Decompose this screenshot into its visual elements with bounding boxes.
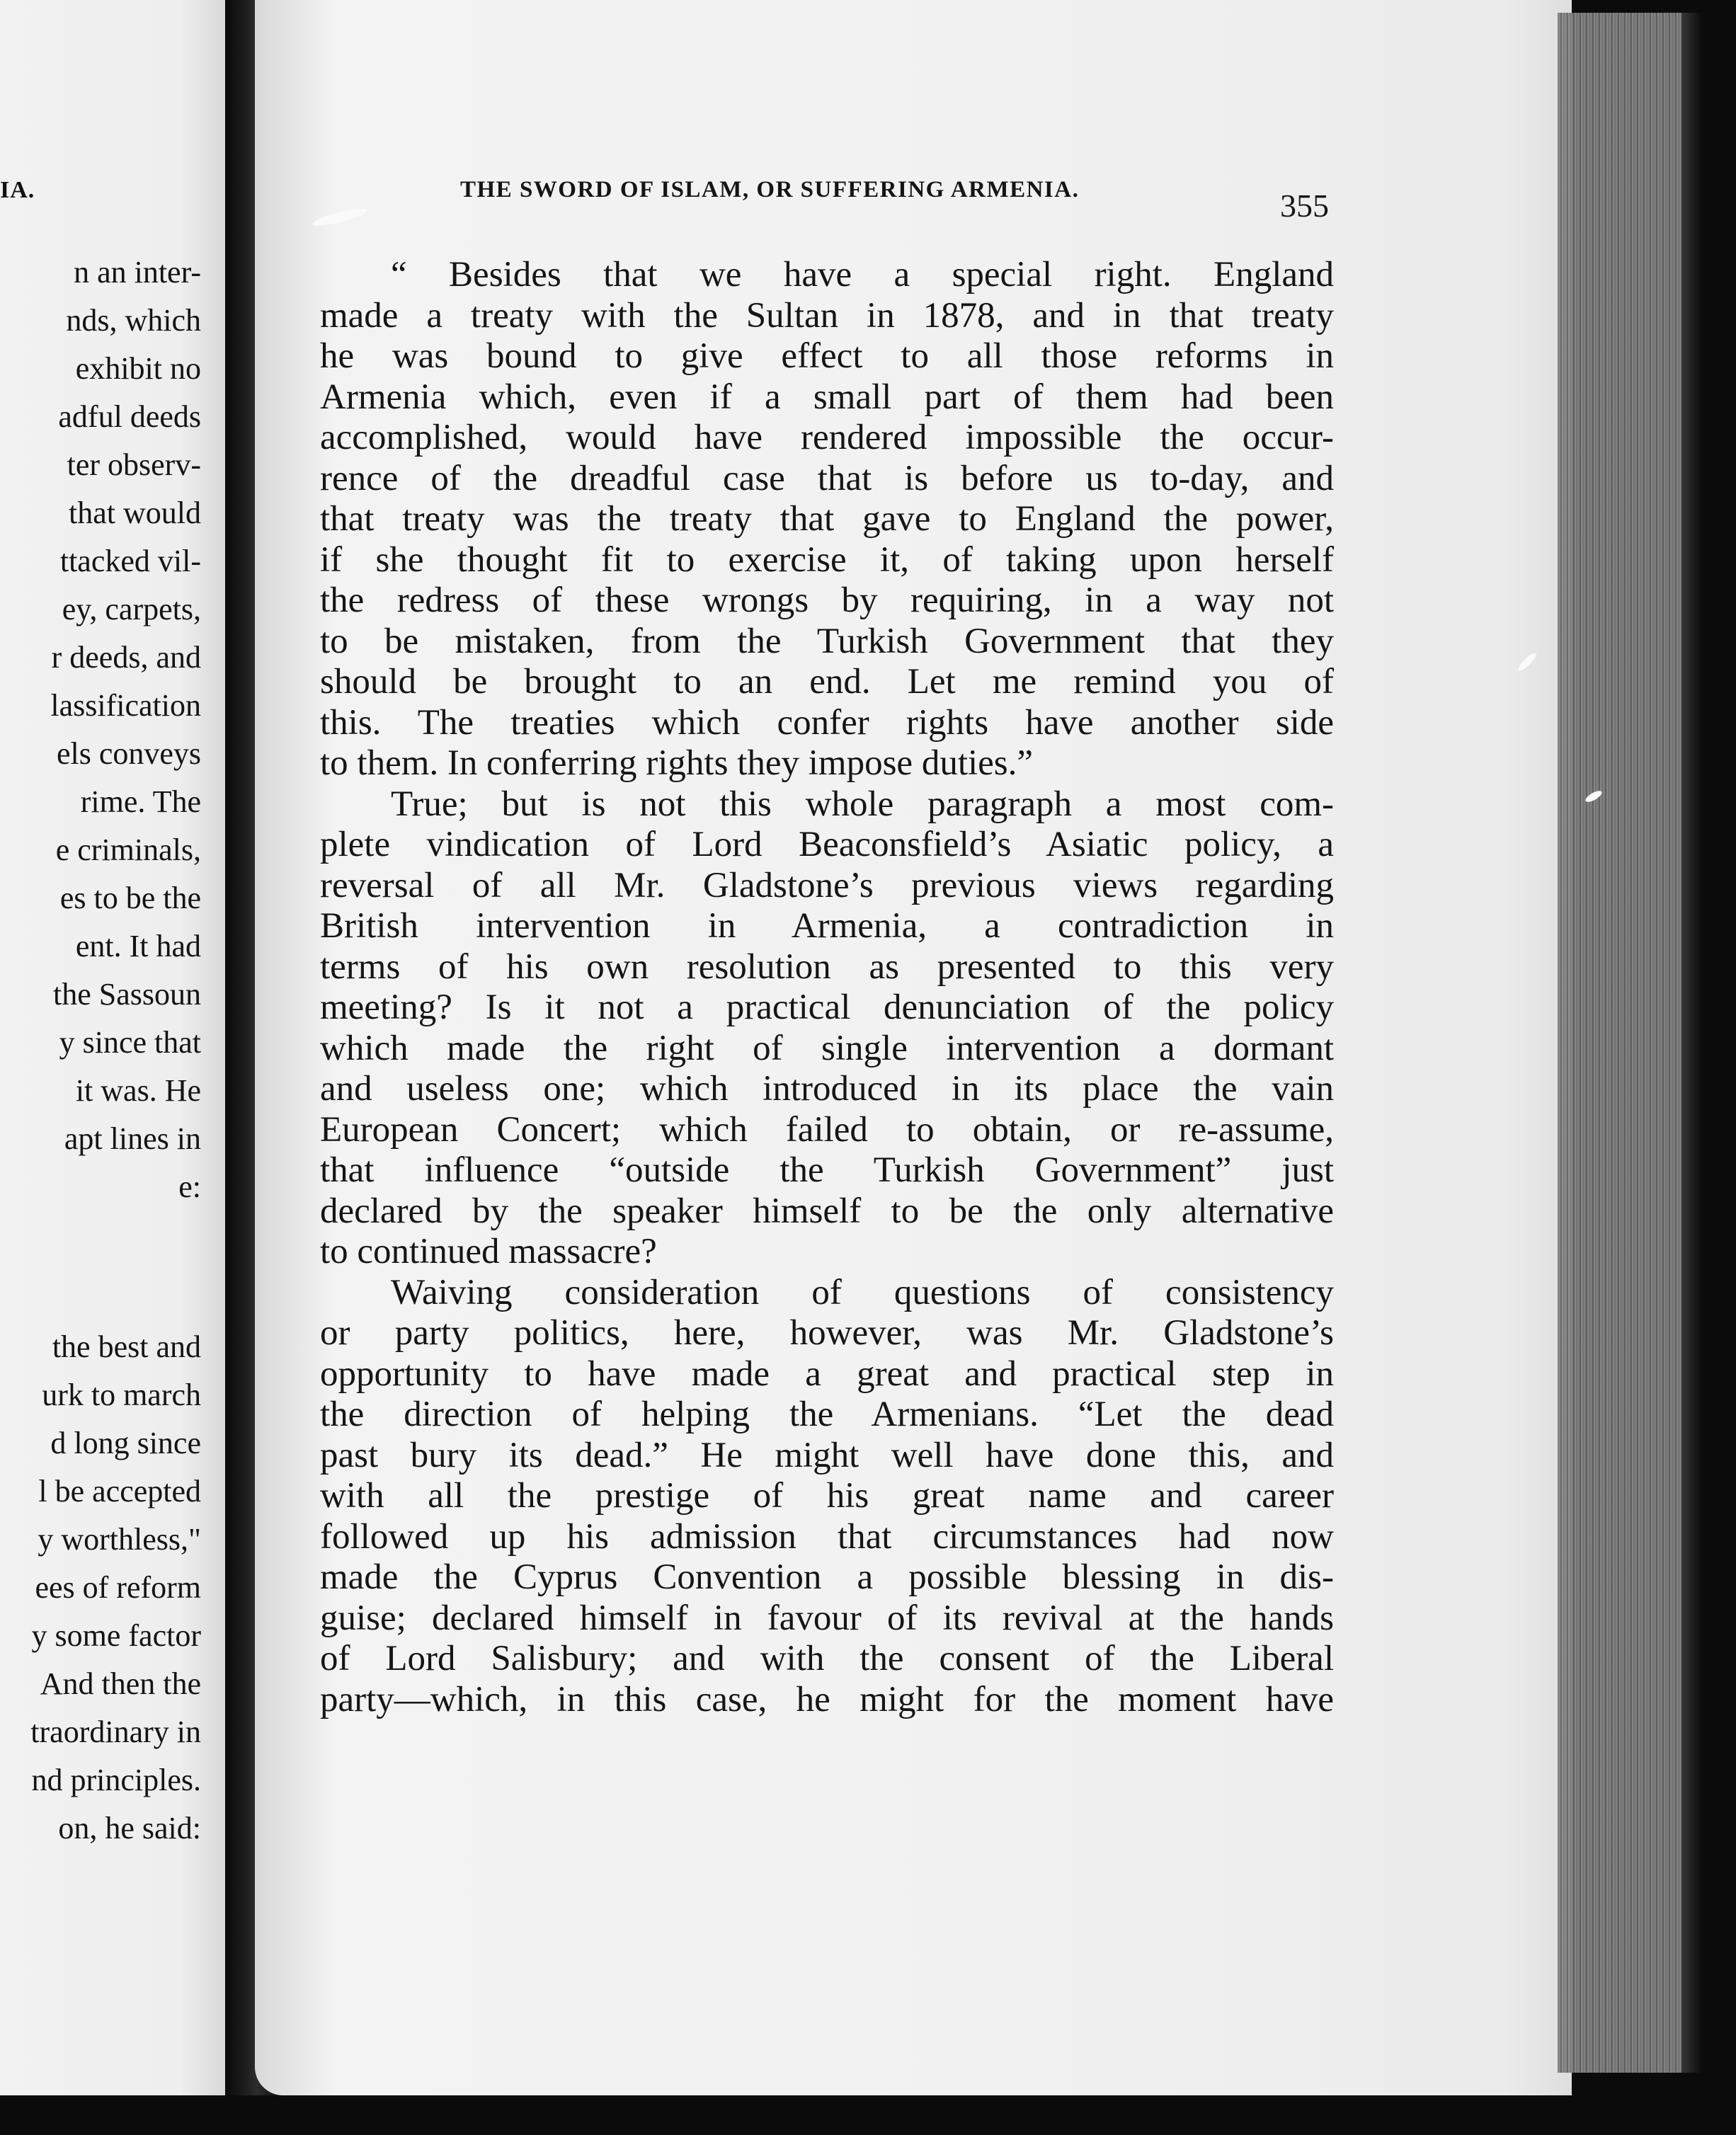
- left-page-line: lassification: [50, 688, 201, 723]
- text-line: past bury its dead.” He might well have done this, and: [320, 1435, 1334, 1475]
- left-page-line: ent. It had: [75, 929, 201, 963]
- left-page-line: apt lines in: [64, 1121, 201, 1156]
- text-line: if she thought fit to exercise it, of taking upon herself: [320, 539, 1334, 580]
- left-page-line: y some factor: [31, 1618, 201, 1653]
- text-line: to them. In conferring rights they impose duties.”: [320, 743, 1034, 783]
- text-line: which made the right of single intervention a dormant: [320, 1028, 1334, 1068]
- left-page-line: the Sassoun: [53, 977, 201, 1012]
- text-line: followed up his admission that circumstances had now: [320, 1516, 1334, 1557]
- left-facing-page: [0, 0, 225, 2095]
- text-line: accomplished, would have rendered impossible the occur-: [320, 418, 1334, 457]
- text-line: that treaty was the treaty that gave to England the power,: [320, 499, 1334, 539]
- text-line: with all the prestige of his great name and career: [320, 1476, 1334, 1516]
- text-line: declared by the speaker himself to be the only alternative: [320, 1191, 1334, 1231]
- left-page-line: it was. He: [75, 1073, 201, 1108]
- text-line: to continued massacre?: [320, 1232, 657, 1271]
- text-line: to be mistaken, from the Turkish Government that they: [320, 621, 1334, 661]
- text-line: True; but is not this whole paragraph a most com-: [391, 784, 1334, 824]
- left-page-line: els conveys: [56, 736, 201, 771]
- text-line: meeting? Is it not a practical denunciation of the policy: [320, 988, 1334, 1027]
- text-line: reversal of all Mr. Gladstone’s previous views regarding: [320, 865, 1334, 905]
- left-page-line: ees of reform: [35, 1570, 201, 1605]
- left-page-line: e:: [178, 1169, 201, 1204]
- left-page-line: nd principles.: [31, 1763, 201, 1797]
- text-line: made the Cyprus Convention a possible blessing in dis-: [320, 1557, 1334, 1597]
- left-page-line: y since that: [59, 1025, 201, 1060]
- left-page-line: on, he said:: [58, 1811, 201, 1845]
- text-line: that influence “outside the Turkish Government” just: [320, 1150, 1334, 1190]
- left-page-line: exhibit no: [75, 351, 201, 386]
- left-page-line: rime. The: [80, 784, 201, 819]
- left-page-line: traordinary in: [30, 1715, 201, 1749]
- left-page-line: r deeds, and: [51, 640, 201, 675]
- text-line: the redress of these wrongs by requiring, in a way not: [320, 580, 1334, 620]
- left-page-line: es to be the: [59, 881, 201, 915]
- text-line: Armenia which, even if a small part of them had been: [320, 377, 1334, 417]
- left-page-line: ey, carpets,: [62, 592, 201, 626]
- page-number: 355: [1280, 188, 1329, 224]
- left-page-line: the best and: [52, 1329, 201, 1364]
- text-line: made a treaty with the Sultan in 1878, and in that treaty: [320, 295, 1334, 336]
- text-line: party—which, in this case, he might for the moment have: [320, 1679, 1334, 1719]
- text-line: or party politics, here, however, was Mr. Gladstone’s: [320, 1313, 1334, 1353]
- left-page-line: ter observ-: [67, 447, 201, 482]
- text-line: and useless one; which introduced in its place the vain: [320, 1069, 1334, 1109]
- text-line: rence of the dreadful case that is before us to-day, and: [320, 458, 1334, 498]
- left-page-line: nds, which: [66, 303, 201, 338]
- left-page-line: And then the: [40, 1666, 201, 1701]
- text-line: plete vindication of Lord Beaconsfield’s Asiatic policy, a: [320, 825, 1334, 864]
- page-block-edges: [1558, 13, 1681, 2073]
- text-line: European Concert; which failed to obtain, or re-assume,: [320, 1109, 1334, 1150]
- left-page-line: adful deeds: [58, 399, 201, 434]
- left-page-line: that would: [69, 496, 201, 530]
- text-line: opportunity to have made a great and practical step in: [320, 1353, 1334, 1394]
- text-line: he was bound to give effect to all those reforms in: [320, 336, 1334, 376]
- left-page-line: n an inter-: [74, 255, 201, 290]
- left-page-line: d long since: [50, 1426, 201, 1460]
- left-page-running-header: IA.: [0, 177, 35, 203]
- text-line: the direction of helping the Armenians. “Let the dead: [320, 1395, 1334, 1434]
- left-page-line: y worthless,": [38, 1522, 201, 1557]
- left-page-line: ttacked vil-: [59, 544, 201, 578]
- text-line: guise; declared himself in favour of its revival at the hands: [320, 1598, 1334, 1638]
- text-line: should be brought to an end. Let me remind you of: [320, 662, 1334, 702]
- text-line: British intervention in Armenia, a contradiction in: [320, 906, 1334, 946]
- text-line: of Lord Salisbury; and with the consent of the Liberal: [320, 1639, 1334, 1678]
- text-line: terms of his own resolution as presented to this very: [320, 946, 1334, 987]
- body-text: [320, 255, 1334, 1720]
- left-page-line: urk to march: [42, 1378, 201, 1412]
- text-line: Waiving consideration of questions of consistency: [391, 1272, 1334, 1312]
- running-header: THE SWORD OF ISLAM, OR SUFFERING ARMENIA.: [460, 177, 1080, 202]
- text-line: this. The treaties which confer rights have another side: [320, 702, 1334, 743]
- left-page-line: l be accepted: [38, 1474, 201, 1509]
- text-line: “ Besides that we have a special right. England: [391, 255, 1334, 294]
- left-page-line: e criminals,: [55, 832, 201, 867]
